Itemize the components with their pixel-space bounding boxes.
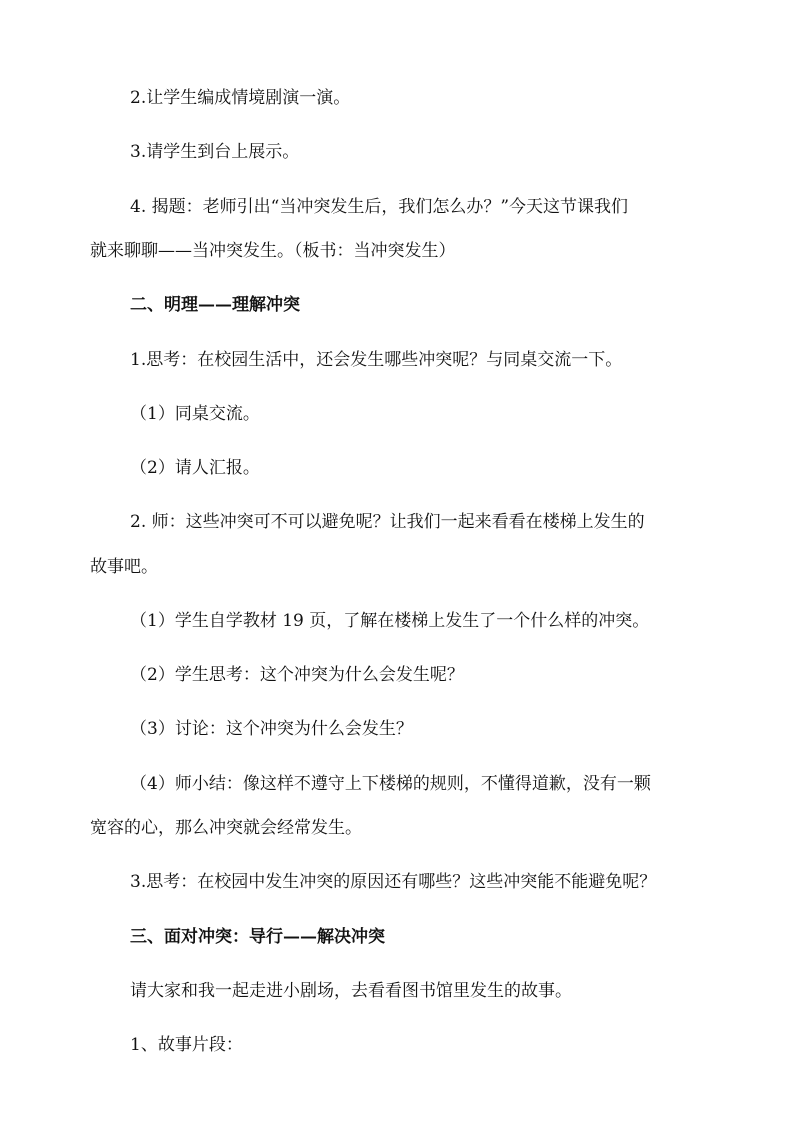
paragraph-line: （2）学生思考：这个冲突为什么会发生呢？	[130, 665, 464, 685]
paragraph-line: （3）讨论：这个冲突为什么会发生？	[130, 719, 413, 739]
paragraph-line: 2. 师：这些冲突可不可以避免呢？让我们一起来看看在楼梯上发生的	[130, 512, 645, 532]
paragraph-line: （1）学生自学教材 19 页，了解在楼梯上发生了一个什么样的冲突。	[130, 611, 650, 631]
section-heading: 二、明理——理解冲突	[130, 295, 300, 315]
paragraph-line: 4. 揭题：老师引出“当冲突发生后，我们怎么办？”今天这节课我们	[130, 197, 629, 217]
paragraph-line: 3.请学生到台上展示。	[130, 142, 300, 162]
paragraph-line: （2）请人汇报。	[130, 458, 260, 478]
section-heading: 三、面对冲突：导行——解决冲突	[130, 927, 385, 947]
paragraph-line: 3.思考：在校园中发生冲突的原因还有哪些？这些冲突能不能避免呢？	[130, 872, 657, 892]
paragraph-line: 就来聊聊——当冲突发生。（板书：当冲突发生）	[90, 241, 456, 261]
paragraph-line: 宽容的心，那么冲突就会经常发生。	[90, 818, 362, 838]
paragraph-line: 故事吧。	[90, 557, 158, 577]
paragraph-line: 1、故事片段：	[130, 1035, 243, 1055]
paragraph-line: 1.思考：在校园生活中，还会发生哪些冲突呢？与同桌交流一下。	[130, 350, 623, 370]
paragraph-line: 请大家和我一起走进小剧场，去看看图书馆里发生的故事。	[130, 981, 572, 1001]
paragraph-line: （4）师小结：像这样不遵守上下楼梯的规则，不懂得道歉，没有一颗	[130, 774, 651, 794]
paragraph-line: （1）同桌交流。	[130, 404, 260, 424]
paragraph-line: 2.让学生编成情境剧演一演。	[130, 88, 351, 108]
